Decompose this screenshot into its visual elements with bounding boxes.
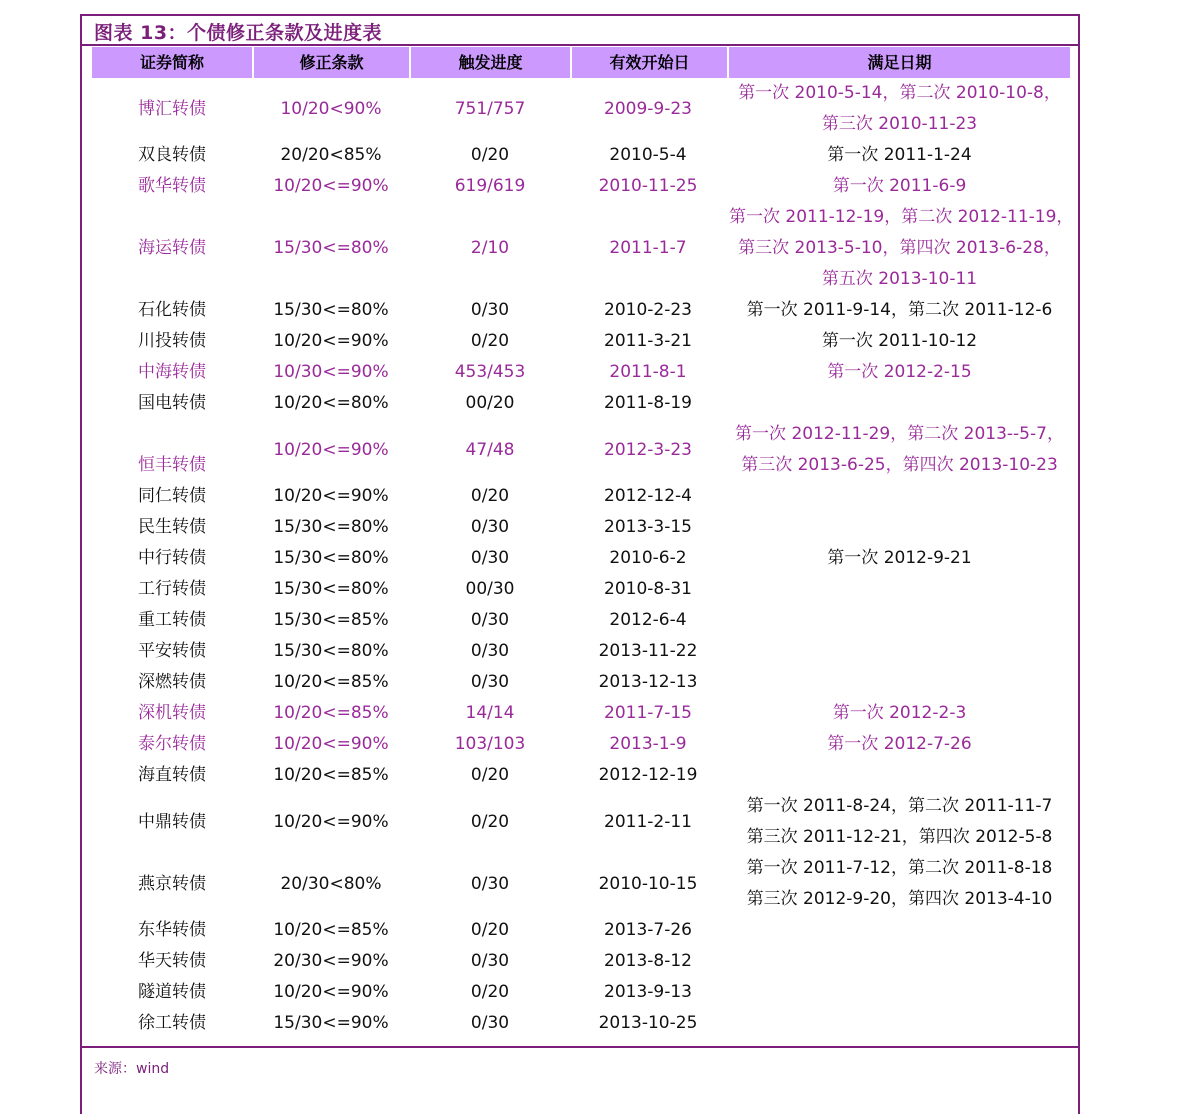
- satisfied-line: 第一次 2011-8-24，第二次 2011-11-7: [746, 796, 1053, 816]
- cell-date: 2013-10-25: [598, 1013, 698, 1033]
- cell-name: 海直转债: [138, 765, 206, 785]
- cell-date: 2012-6-4: [609, 610, 687, 630]
- cell-progress: 0/30: [470, 1013, 510, 1033]
- cell-clause: 10/20<=85%: [273, 703, 389, 723]
- source-note: 来源：wind: [94, 1061, 170, 1077]
- cell-date: 2013-7-26: [604, 920, 692, 940]
- cell-satisfied: [729, 357, 1070, 388]
- satisfied-line: 第三次 2010-11-23: [821, 114, 978, 134]
- cell-clause: 20/30<=90%: [273, 951, 389, 971]
- cell-satisfied: [729, 171, 1070, 202]
- cell-satisfied: [729, 326, 1070, 357]
- cell-date: 2010-5-4: [609, 145, 687, 165]
- cell-satisfied: [729, 140, 1070, 171]
- satisfied-line: 第一次 2012-7-26: [827, 734, 972, 754]
- cell-satisfied: [729, 698, 1070, 729]
- cell-name: 中鼎转债: [138, 811, 206, 832]
- cell-date: 2011-8-1: [609, 362, 687, 382]
- cell-progress: 0/30: [470, 641, 510, 661]
- cell-satisfied: [729, 419, 1070, 481]
- satisfied-line: 第一次 2011-6-9: [832, 176, 967, 196]
- cell-progress: 0/20: [470, 982, 510, 1002]
- cell-progress: 619/619: [454, 176, 526, 196]
- cell-date: 2013-9-13: [604, 982, 692, 1002]
- cell-progress: 00/20: [465, 393, 515, 413]
- cell-date: 2011-8-19: [604, 393, 692, 413]
- cell-clause: 20/30<80%: [280, 873, 382, 894]
- satisfied-line: 第一次 2011-12-19，第二次 2012-11-19，: [729, 207, 1074, 227]
- cell-name: 国电转债: [138, 393, 206, 413]
- cell-clause: 15/30<=80%: [273, 641, 389, 661]
- cell-name: 双良转债: [138, 145, 206, 165]
- cell-progress: 0/30: [470, 610, 510, 630]
- cell-clause: 10/20<=85%: [273, 765, 389, 785]
- cell-name: 川投转债: [138, 331, 206, 351]
- cell-progress: 0/20: [470, 765, 510, 785]
- page-title: 图表 13：个债修正条款及进度表: [94, 22, 383, 44]
- header-progress: 触发进度: [458, 53, 523, 72]
- cell-progress: 0/20: [470, 486, 510, 506]
- satisfied-line: 第一次 2010-5-14，第二次 2010-10-8，: [738, 83, 1061, 103]
- table-header: [92, 47, 1070, 78]
- cell-clause: 10/30<=90%: [273, 362, 389, 382]
- cell-progress: 0/30: [470, 517, 510, 537]
- cell-date: 2011-1-7: [609, 238, 687, 258]
- cell-clause: 15/30<=80%: [273, 300, 389, 320]
- cell-satisfied: [729, 78, 1070, 140]
- cell-progress: 0/30: [470, 548, 510, 568]
- cell-clause: 10/20<=90%: [273, 331, 389, 351]
- cell-progress: 2/10: [470, 238, 510, 258]
- cell-date: 2010-11-25: [598, 176, 698, 196]
- cell-clause: 10/20<=85%: [273, 672, 389, 692]
- title-divider: [80, 44, 1080, 46]
- cell-satisfied: [729, 791, 1070, 853]
- cell-clause: 10/20<=90%: [273, 982, 389, 1002]
- cell-date: 2013-8-12: [604, 951, 692, 971]
- cell-clause: 10/20<=90%: [273, 176, 389, 196]
- header-satisfied: 满足日期: [867, 53, 932, 72]
- cell-progress: 14/14: [465, 703, 515, 723]
- cell-name: 博汇转债: [138, 98, 206, 119]
- cell-progress: 0/20: [470, 920, 510, 940]
- satisfied-line: 第一次 2011-1-24: [827, 145, 972, 165]
- cell-progress: 103/103: [454, 734, 526, 754]
- cell-name: 深机转债: [138, 703, 206, 723]
- header-valid-from: 有效开始日: [609, 53, 690, 72]
- cell-name: 同仁转债: [138, 486, 206, 506]
- cell-progress: 0/20: [470, 145, 510, 165]
- footer-divider: [80, 1046, 1080, 1048]
- cell-name: 华天转债: [138, 951, 206, 971]
- cell-progress: 0/30: [470, 672, 510, 692]
- cell-name: 东华转债: [138, 920, 206, 940]
- cell-clause: 10/20<=90%: [273, 439, 389, 460]
- cell-name: 民生转债: [138, 517, 206, 537]
- satisfied-line: 第一次 2011-9-14，第二次 2011-12-6: [746, 300, 1053, 320]
- cell-date: 2012-12-19: [598, 765, 698, 785]
- cell-satisfied: [729, 202, 1074, 295]
- cell-name: 恒丰转债: [138, 455, 206, 475]
- cell-date: 2010-2-23: [604, 300, 692, 320]
- cell-date: 2013-11-22: [598, 641, 698, 661]
- cell-name: 海运转债: [138, 238, 206, 258]
- cell-clause: 20/20<85%: [280, 145, 382, 165]
- cell-date: 2011-2-11: [604, 811, 692, 832]
- cell-clause: 10/20<=90%: [273, 734, 389, 754]
- cell-clause: 15/30<=80%: [273, 517, 389, 537]
- satisfied-line: 第一次 2011-10-12: [821, 331, 978, 351]
- cell-progress: 0/20: [470, 811, 510, 832]
- satisfied-line: 第三次 2012-9-20，第四次 2013-4-10: [746, 889, 1053, 909]
- cell-name: 中行转债: [138, 548, 206, 568]
- cell-name: 石化转债: [138, 300, 206, 320]
- cell-name: 重工转债: [138, 610, 206, 630]
- cell-name: 平安转债: [138, 641, 206, 661]
- cell-satisfied: [729, 543, 1070, 574]
- cell-name: 深燃转债: [138, 672, 206, 692]
- cell-name: 徐工转债: [138, 1013, 206, 1033]
- cell-date: 2013-1-9: [609, 734, 687, 754]
- cell-date: 2011-7-15: [604, 703, 692, 723]
- header-name: 证券简称: [139, 53, 204, 72]
- satisfied-line: 第一次 2012-2-15: [827, 362, 972, 382]
- cell-progress: 0/30: [470, 951, 510, 971]
- cell-progress: 751/757: [454, 98, 526, 119]
- cell-date: 2010-8-31: [604, 579, 692, 599]
- satisfied-line: 第五次 2013-10-11: [821, 269, 978, 289]
- cell-name: 泰尔转债: [138, 734, 206, 754]
- cell-satisfied: [729, 853, 1070, 915]
- cell-clause: 10/20<=90%: [273, 811, 389, 832]
- cell-name: 燕京转债: [138, 873, 206, 894]
- satisfied-line: 第一次 2012-2-3: [832, 703, 967, 723]
- cell-date: 2010-6-2: [609, 548, 687, 568]
- cell-clause: 10/20<=90%: [273, 486, 389, 506]
- cell-satisfied: [729, 729, 1070, 760]
- cell-date: 2009-9-23: [604, 98, 692, 119]
- header-clause: 修正条款: [299, 53, 364, 72]
- satisfied-line: 第一次 2011-7-12，第二次 2011-8-18: [746, 858, 1053, 878]
- cell-date: 2011-3-21: [604, 331, 692, 351]
- cell-progress: 453/453: [454, 362, 526, 382]
- cell-name: 隧道转债: [138, 982, 206, 1002]
- cell-name: 工行转债: [138, 579, 206, 599]
- satisfied-line: 第三次 2013-6-25，第四次 2013-10-23: [741, 455, 1058, 475]
- cell-progress: 0/20: [470, 331, 510, 351]
- cell-clause: 15/30<=90%: [273, 1013, 389, 1033]
- satisfied-line: 第三次 2011-12-21，第四次 2012-5-8: [746, 827, 1053, 847]
- cell-clause: 15/30<=80%: [273, 579, 389, 599]
- cell-date: 2013-3-15: [604, 517, 692, 537]
- cell-clause: 10/20<=80%: [273, 393, 389, 413]
- satisfied-line: 第三次 2013-5-10，第四次 2013-6-28，: [738, 238, 1061, 258]
- cell-clause: 10/20<=85%: [273, 920, 389, 940]
- cell-date: 2012-12-4: [604, 486, 692, 506]
- cell-progress: 0/30: [470, 873, 510, 894]
- cell-progress: 47/48: [465, 439, 515, 460]
- satisfied-line: 第一次 2012-11-29，第二次 2013--5-7，: [735, 424, 1064, 444]
- cell-progress: 0/30: [470, 300, 510, 320]
- cell-clause: 15/30<=80%: [273, 238, 389, 258]
- cell-date: 2012-3-23: [604, 439, 692, 460]
- cell-date: 2013-12-13: [598, 672, 698, 692]
- cell-date: 2010-10-15: [598, 873, 698, 894]
- cell-clause: 15/30<=80%: [273, 548, 389, 568]
- cell-clause: 15/30<=85%: [273, 610, 389, 630]
- cell-name: 歌华转债: [138, 176, 206, 196]
- cell-clause: 10/20<90%: [280, 98, 382, 119]
- cell-progress: 00/30: [465, 579, 515, 599]
- cell-satisfied: [729, 295, 1070, 326]
- cell-name: 中海转债: [138, 362, 206, 382]
- satisfied-line: 第一次 2012-9-21: [827, 548, 972, 568]
